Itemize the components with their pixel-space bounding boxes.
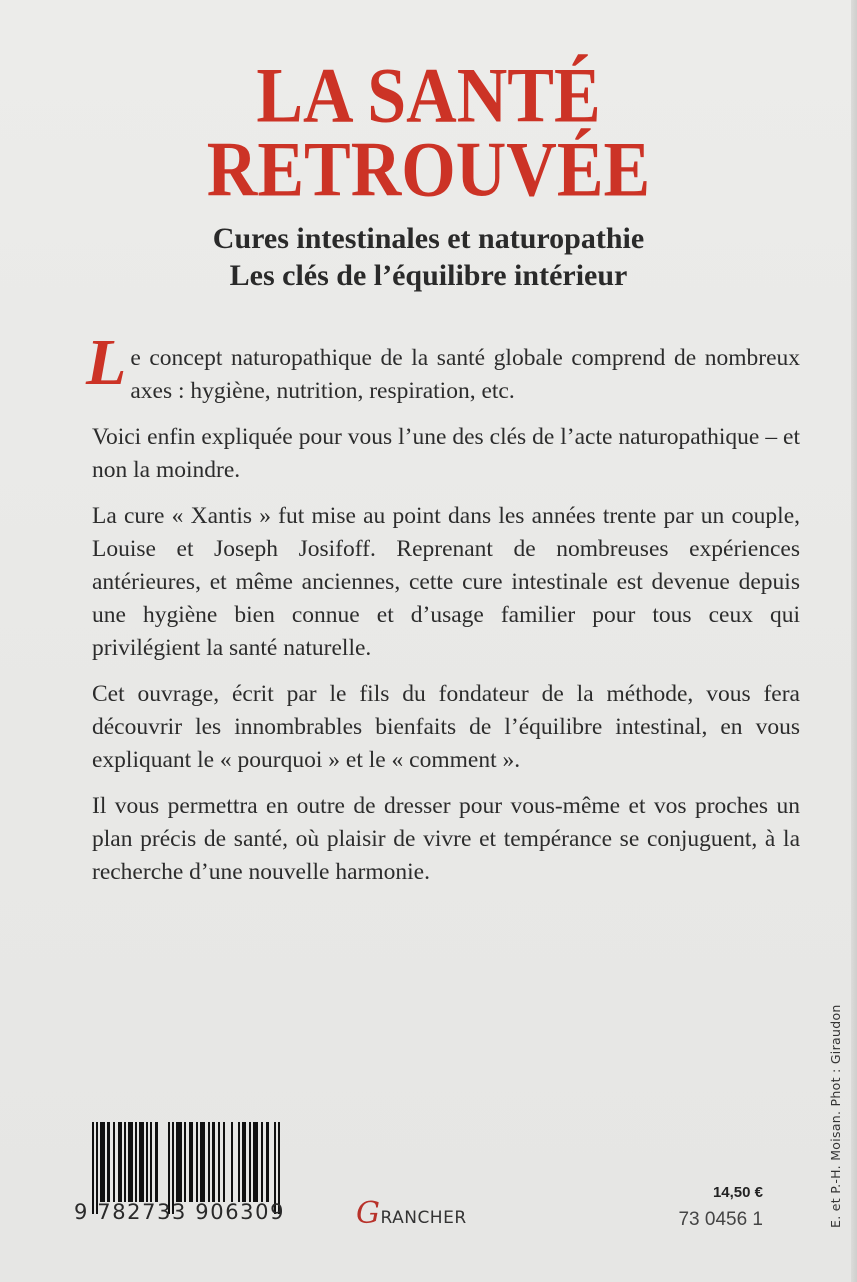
drop-cap: L: [86, 326, 127, 399]
blurb-paragraph-5: Il vous permettra en outre de dresser pour vous-même et vos proches un plan précis de santé, où plaisir de vivre et tempérance se conjuguent, à la recherche d’une nouvelle harmonie.: [92, 793, 800, 885]
book-title: [0, 53, 857, 214]
book-subtitle: [0, 220, 857, 294]
title-line-1: LA SANTÉ: [256, 53, 601, 140]
publisher-name: RANCHER: [380, 1208, 467, 1228]
blurb: [86, 326, 800, 902]
blurb-paragraph-4: Cet ouvrage, écrit par le fils du fondateur de la méthode, vous fera découvrir les innombrables bienfaits de l’équilibre intestinal, en vous expliquant le « pourquoi » et le « comment ».: [92, 681, 800, 773]
product-code: 73 0456 1: [678, 1209, 763, 1230]
publisher-logo: [356, 1196, 467, 1231]
blurb-paragraph-3: La cure « Xantis » fut mise au point dans les années trente par un couple, Louise et Joseph Josifoff. Reprenant de nombreuses expériences antérieures, et même anciennes, cette cure intestinale est devenue depuis une hygiène bien connue et d’usage familier pour tous ceux qui privilégient la santé naturelle.: [92, 503, 800, 661]
isbn-digits: 9 782733 906309: [74, 1200, 286, 1224]
subtitle-line-1: Cures intestinales et naturopathie: [212, 222, 645, 255]
grancher-logo-icon: G: [356, 1196, 381, 1231]
price-label: 14,50 €: [712, 1184, 763, 1201]
title-line-2: RETROUVÉE: [206, 127, 651, 214]
photo-credit: E. et P.-H. Moisan. Phot : Giraudon: [828, 1004, 843, 1228]
blurb-paragraph-2: Voici enfin expliquée pour vous l’une des clés de l’acte naturopathique – et non la moindre.: [92, 424, 800, 483]
subtitle-line-2: Les clés de l’équilibre intérieur: [229, 259, 628, 292]
blurb-paragraph-1: Le concept naturopathique de la santé globale comprend de nombreux axes : hygiène, nutrition, respiration, etc.: [86, 326, 800, 404]
